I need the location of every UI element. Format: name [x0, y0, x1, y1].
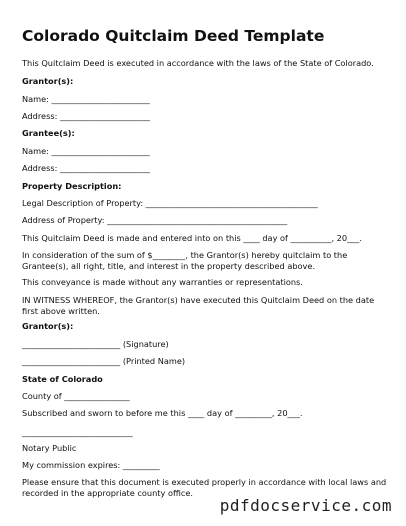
commission-field: My commission expires: _________	[22, 460, 160, 470]
grantor-heading: Grantor(s):	[22, 76, 74, 86]
grantee-name-field: Name: ________________________	[22, 146, 150, 156]
consideration-text: In consideration of the sum of $________, the Grantor(s) hereby quitclaim to the Grantee(s), all right, title, and interest in the property described above.	[22, 250, 348, 271]
property-heading: Property Description:	[22, 181, 122, 191]
intro-text: This Quitclaim Deed is executed in accordance with the laws of the State of Colorado.	[22, 58, 374, 68]
ensure-text: Please ensure that this document is executed properly in accordance with local laws and recorded in the appropriate county office.	[22, 477, 387, 498]
notary-public-label: Notary Public	[22, 443, 77, 453]
notary-signature-line: ___________________________	[22, 427, 133, 437]
subscribed-text: Subscribed and sworn to before me this ____ day of _________, 20___.	[22, 408, 303, 418]
grantor-address-field: Address: ______________________	[22, 111, 151, 121]
witness-text: IN WITNESS WHEREOF, the Grantor(s) have executed this Quitclaim Deed on the date first above written.	[22, 295, 375, 316]
made-entered-text: This Quitclaim Deed is made and entered into on this ____ day of __________, 20___.	[22, 233, 362, 243]
state-heading: State of Colorado	[22, 374, 103, 384]
grantor-name-field: Name: ________________________	[22, 94, 150, 104]
grantee-address-field: Address: ______________________	[22, 163, 151, 173]
document-title: Colorado Quitclaim Deed Template	[22, 27, 325, 45]
printed-name-line: ________________________ (Printed Name)	[22, 356, 186, 366]
signature-line: ________________________ (Signature)	[22, 339, 169, 349]
legal-description-field: Legal Description of Property: __________________________________________	[22, 198, 318, 208]
property-address-field: Address of Property: ____________________________________________	[22, 215, 288, 225]
grantor-signature-heading: Grantor(s):	[22, 321, 74, 331]
watermark-text: pdfdocservice.com	[219, 496, 392, 515]
county-field: County of ________________	[22, 391, 130, 401]
grantee-heading: Grantee(s):	[22, 128, 75, 138]
no-warranties-text: This conveyance is made without any warranties or representations.	[22, 277, 303, 287]
